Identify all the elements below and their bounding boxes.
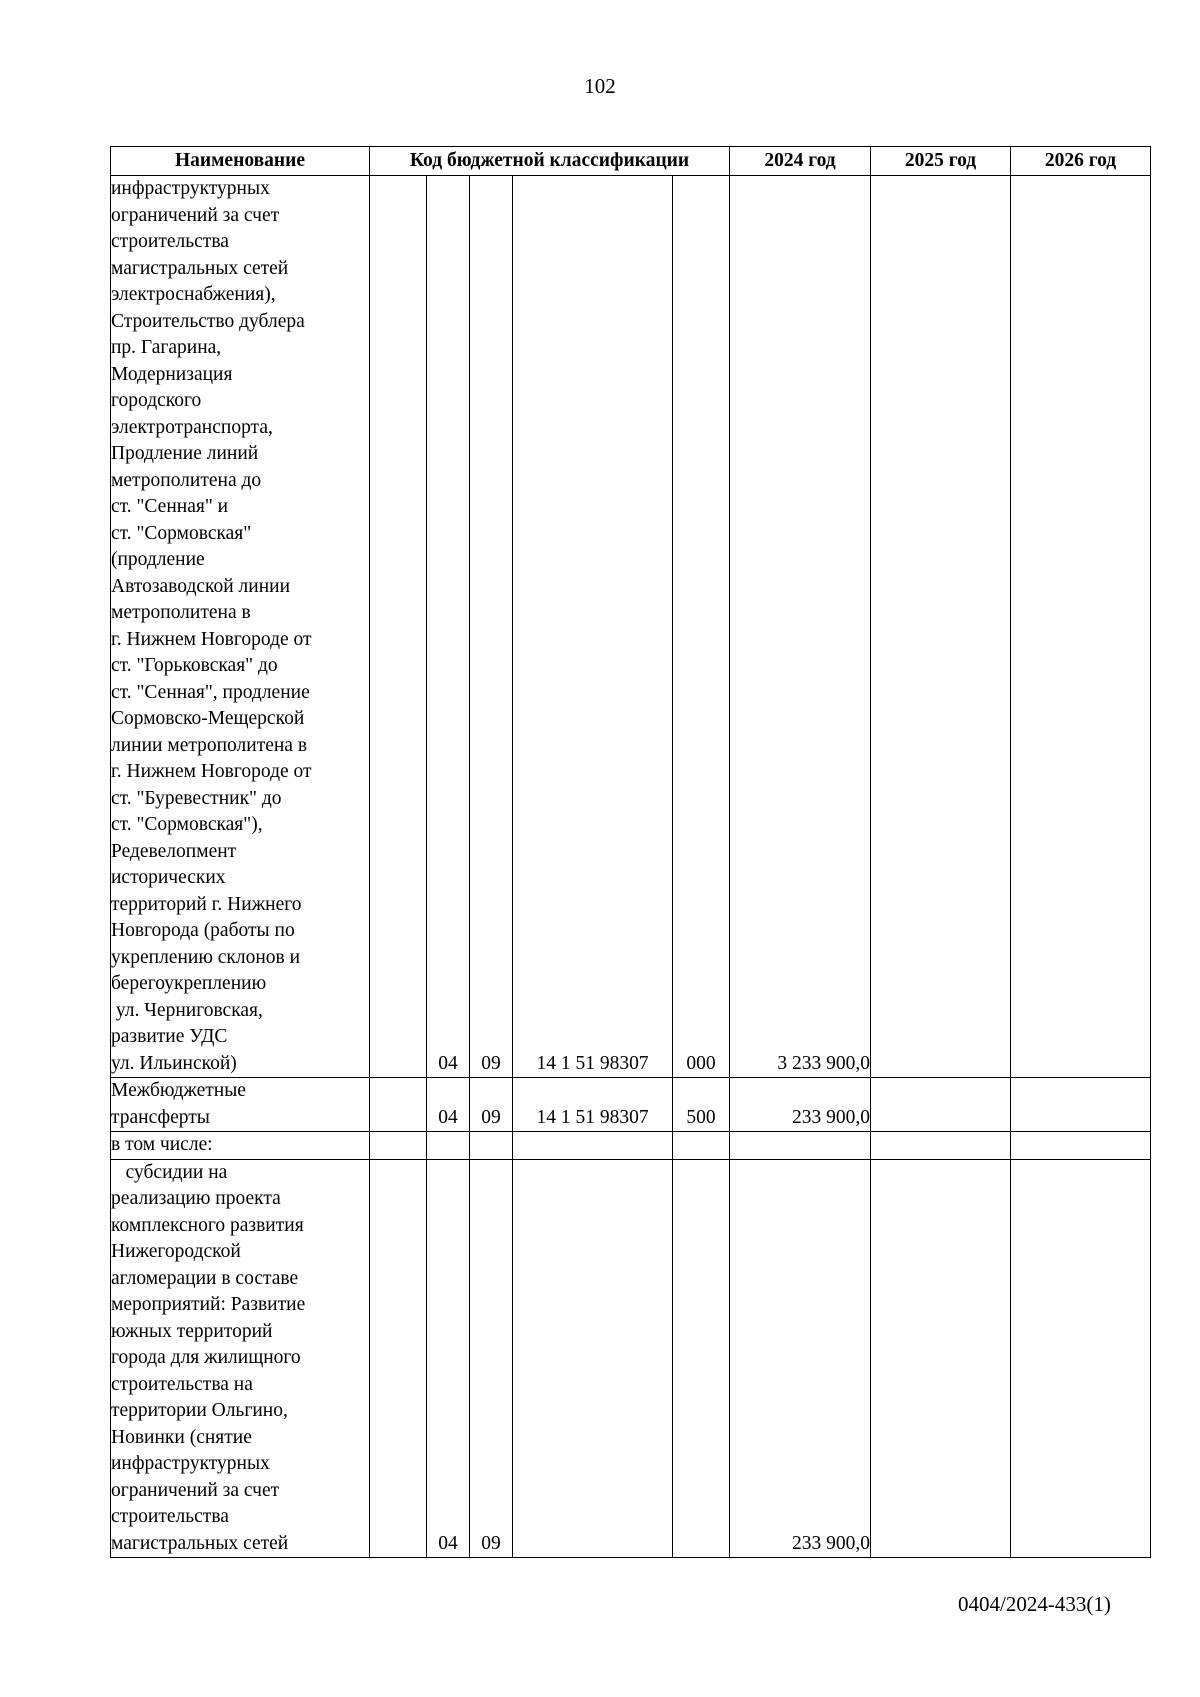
row-code-prefix (370, 1159, 427, 1558)
table-row (111, 1159, 1151, 1558)
row-2024-value: 3 233 900,0 (730, 176, 871, 1078)
row-target-code: 14 1 51 98307 (513, 176, 673, 1078)
header-code: Код бюджетной классификации (370, 147, 730, 176)
row-subsection: 09 (470, 1159, 513, 1558)
row-2026-value (1011, 1078, 1151, 1132)
row-2025-value (871, 1159, 1011, 1558)
row-target-code: 14 1 51 98307 (513, 1078, 673, 1132)
row-target-code (513, 1159, 673, 1558)
budget-table (110, 146, 1151, 1558)
row-code-prefix (370, 1078, 427, 1132)
row-code-prefix (370, 1132, 427, 1160)
header-2025: 2025 год (871, 147, 1011, 176)
row-2026-value (1011, 176, 1151, 1078)
row-code-prefix (370, 176, 427, 1078)
table-header-row (111, 147, 1151, 176)
row-2025-value (871, 176, 1011, 1078)
row-expense-type: 500 (673, 1078, 730, 1132)
header-2026: 2026 год (1011, 147, 1151, 176)
table-row (111, 176, 1151, 1078)
row-2026-value (1011, 1159, 1151, 1558)
document-number: 0404/2024-433(1) (958, 1592, 1111, 1616)
row-expense-type (673, 1132, 730, 1160)
row-subsection: 09 (470, 1078, 513, 1132)
header-name: Наименование (111, 147, 370, 176)
row-2024-value (730, 1132, 871, 1160)
row-2024-value: 233 900,0 (730, 1159, 871, 1558)
row-2025-value (871, 1132, 1011, 1160)
row-2026-value (1011, 1132, 1151, 1160)
row-name: Межбюджетные трансферты (111, 1078, 370, 1132)
row-2024-value: 233 900,0 (730, 1078, 871, 1132)
table-row (111, 1132, 1151, 1160)
row-name: инфраструктурных ограничений за счет строительства магистральных сетей электроснабжения), Строительство дублера пр. Гагарина, Модернизация городского электротранспорта, Продление линий метрополитена до ст. "Сенная" и ст. "Сормовская" (продление Автозаводской линии метрополитена в г. Нижнем Новгороде от ст. "Горьковская" до ст. "Сенная", продление Сормовско-Мещерской линии метрополитена в г. Нижнем Новгороде от ст. "Буревестник" до ст. "Сормовская"), Редевелопмент исторических территорий г. Нижнего Новгорода (работы по укреплению склонов и берегоукреплению ул. Черниговская, развитие УДС ул. Ильинской) (111, 176, 370, 1078)
row-expense-type (673, 1159, 730, 1558)
row-section (427, 1132, 470, 1160)
row-name: субсидии на реализацию проекта комплексного развития Нижегородской агломерации в составе мероприятий: Развитие южных территорий города для жилищного строительства на территории Ольгино, Новинки (снятие инфраструктурных ограничений за счет строительства магистральных сетей (111, 1159, 370, 1558)
row-section: 04 (427, 1159, 470, 1558)
row-expense-type: 000 (673, 176, 730, 1078)
page-number: 102 (584, 74, 616, 98)
row-name: в том числе: (111, 1132, 370, 1160)
row-subsection: 09 (470, 176, 513, 1078)
row-section: 04 (427, 1078, 470, 1132)
header-2024: 2024 год (730, 147, 871, 176)
row-2025-value (871, 1078, 1011, 1132)
row-subsection (470, 1132, 513, 1160)
row-target-code (513, 1132, 673, 1160)
row-section: 04 (427, 176, 470, 1078)
table-row (111, 1078, 1151, 1132)
